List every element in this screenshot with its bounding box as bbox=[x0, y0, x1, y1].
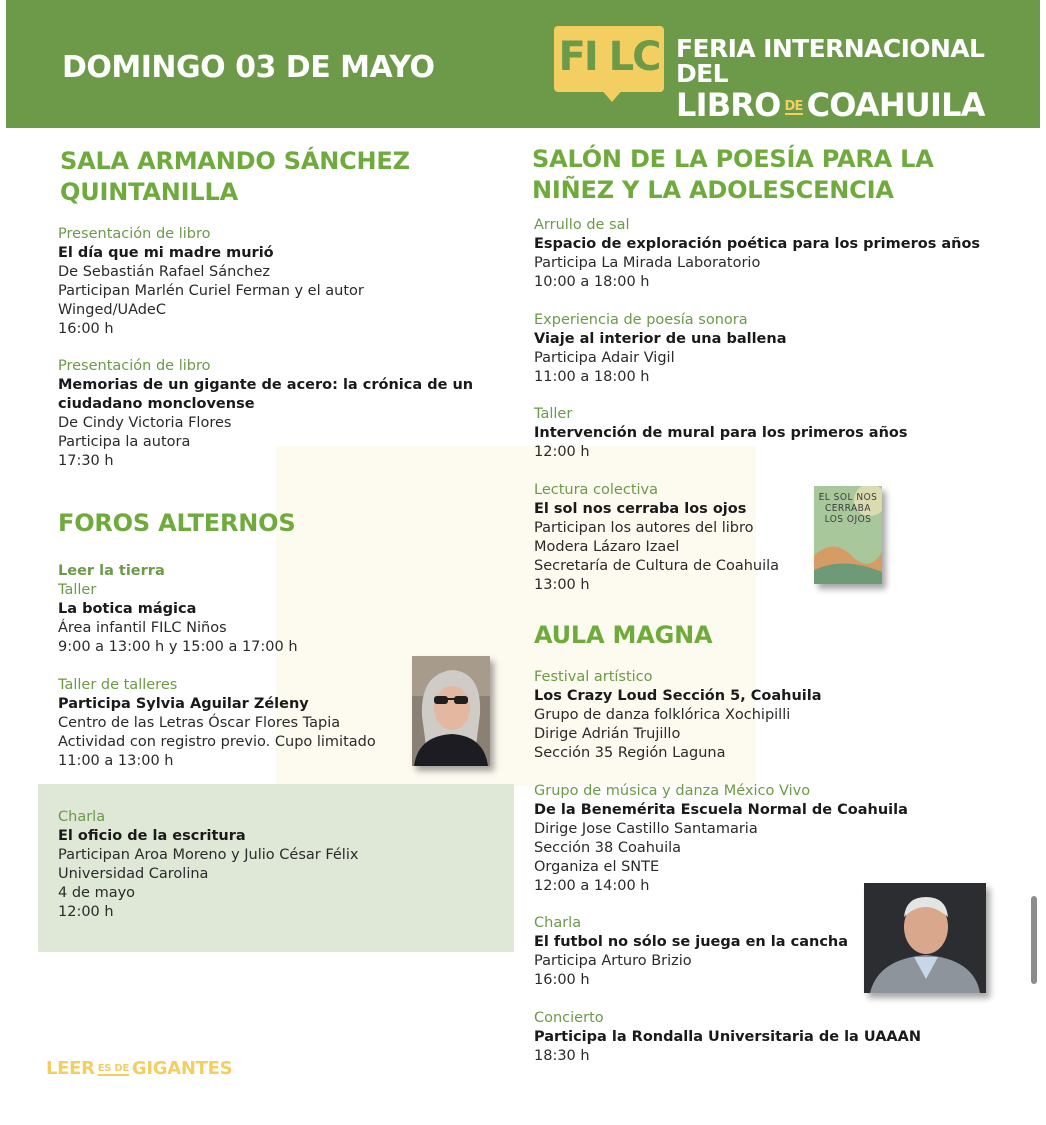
event-category: Charla bbox=[534, 915, 582, 931]
event-category: Festival artístico bbox=[534, 669, 653, 685]
event-line: Participa Arturo Brizio bbox=[534, 953, 692, 969]
event-line: Winged/UAdeC bbox=[58, 302, 166, 318]
header-banner bbox=[6, 0, 1040, 128]
scrollbar-thumb[interactable] bbox=[1031, 896, 1037, 984]
footer-word: LEER bbox=[46, 1058, 95, 1079]
event-line: Sección 35 Región Laguna bbox=[534, 745, 726, 761]
event-line: Participan Aroa Moreno y Julio César Félix bbox=[58, 847, 359, 863]
event-time: 17:30 h bbox=[58, 453, 114, 469]
event-block bbox=[58, 562, 298, 657]
event-group: Leer la tierra bbox=[58, 563, 165, 579]
footer-word: GIGANTES bbox=[131, 1058, 233, 1079]
event-title: La botica mágica bbox=[58, 601, 197, 617]
event-category: Charla bbox=[58, 809, 106, 825]
event-time: 11:00 a 18:00 h bbox=[534, 369, 650, 385]
event-block bbox=[534, 668, 822, 763]
event-title: ciudadano monclovense bbox=[58, 396, 255, 412]
event-line: Participa Adair Vigil bbox=[534, 350, 675, 366]
filc-logo-text: FI LC bbox=[558, 34, 660, 80]
fair-title-libro: LIBRO bbox=[676, 86, 781, 124]
event-line: Centro de las Letras Óscar Flores Tapia bbox=[58, 715, 341, 731]
event-block bbox=[534, 216, 980, 292]
event-title: El sol nos cerraba los ojos bbox=[534, 501, 747, 517]
event-time: 16:00 h bbox=[534, 972, 590, 988]
book-cover-line: EL SOL NOS bbox=[818, 492, 878, 503]
event-title: El oficio de la escritura bbox=[58, 828, 246, 844]
speaker-photo-sylvia bbox=[412, 656, 490, 766]
event-time: 13:00 h bbox=[534, 577, 590, 593]
fair-title-line2 bbox=[676, 86, 1040, 124]
section-title-line: SALÓN DE LA POESÍA PARA LA bbox=[532, 145, 934, 173]
event-block bbox=[58, 676, 376, 771]
event-block bbox=[58, 808, 358, 922]
event-time: 18:30 h bbox=[534, 1048, 590, 1064]
event-time: 12:00 h bbox=[58, 904, 114, 920]
leer-es-de-gigantes-logo bbox=[46, 1058, 232, 1079]
event-line: Participa La Mirada Laboratorio bbox=[534, 255, 761, 271]
event-line: Participan Marlén Curiel Ferman y el autor bbox=[58, 283, 364, 299]
footer-esde: ES DE bbox=[97, 1062, 129, 1074]
portrait-illustration bbox=[864, 883, 986, 993]
event-date: DOMINGO 03 DE MAYO bbox=[62, 50, 435, 85]
event-line: Participan los autores del libro bbox=[534, 520, 754, 536]
event-title: Participa Sylvia Aguilar Zéleny bbox=[58, 696, 309, 712]
event-title: Espacio de exploración poética para los primeros años bbox=[534, 236, 981, 252]
event-time: 10:00 a 18:00 h bbox=[534, 274, 650, 290]
event-category: Lectura colectiva bbox=[534, 482, 658, 498]
event-category: Taller bbox=[58, 582, 97, 598]
event-line: Dirige Adrián Trujillo bbox=[534, 726, 681, 742]
event-block bbox=[58, 225, 364, 339]
event-line: De Sebastián Rafael Sánchez bbox=[58, 264, 271, 280]
event-category: Concierto bbox=[534, 1010, 604, 1026]
event-title: Participa la Rondalla Universitaria de la UAAAN bbox=[534, 1029, 922, 1045]
event-category: Presentación de libro bbox=[58, 226, 211, 242]
event-title: Viaje al interior de una ballena bbox=[534, 331, 787, 347]
event-block bbox=[534, 914, 848, 990]
book-cover-line: LOS OJOS bbox=[824, 514, 872, 525]
event-block bbox=[534, 405, 907, 462]
event-time: 16:00 h bbox=[58, 321, 114, 337]
event-line: Universidad Carolina bbox=[58, 866, 209, 882]
event-title: El día que mi madre murió bbox=[58, 245, 274, 261]
event-line: Participa la autora bbox=[58, 434, 191, 450]
event-date: 4 de mayo bbox=[58, 885, 136, 901]
speaker-photo-arturo bbox=[864, 883, 986, 993]
event-line: Secretaría de Cultura de Coahuila bbox=[534, 558, 780, 574]
event-line: Organiza el SNTE bbox=[534, 859, 660, 875]
event-time: 9:00 a 13:00 h y 15:00 a 17:00 h bbox=[58, 639, 298, 655]
event-line: De Cindy Victoria Flores bbox=[58, 415, 232, 431]
event-category: Arrullo de sal bbox=[534, 217, 630, 233]
event-line: Área infantil FILC Niños bbox=[58, 620, 227, 636]
event-title: De la Benemérita Escuela Normal de Coahuila bbox=[534, 802, 908, 818]
fair-title-coahuila: COAHUILA bbox=[806, 86, 985, 124]
event-category: Grupo de música y danza México Vivo bbox=[534, 783, 811, 799]
filc-logo bbox=[554, 26, 664, 92]
event-title: El futbol no sólo se juega en la cancha bbox=[534, 934, 849, 950]
event-time: 11:00 a 13:00 h bbox=[58, 753, 174, 769]
book-cover-el-sol bbox=[814, 486, 882, 584]
event-category: Taller de talleres bbox=[58, 677, 178, 693]
fair-title-line1: FERIA INTERNACIONAL DEL bbox=[676, 34, 985, 88]
event-line: Sección 38 Coahuila bbox=[534, 840, 682, 856]
event-category: Presentación de libro bbox=[58, 358, 211, 374]
section-title-line: NIÑEZ Y LA ADOLESCENCIA bbox=[532, 176, 894, 204]
book-cover-line: CERRABA bbox=[824, 503, 872, 514]
portrait-illustration bbox=[412, 656, 490, 766]
event-block bbox=[534, 481, 779, 595]
event-block bbox=[58, 357, 473, 471]
event-title: Intervención de mural para los primeros años bbox=[534, 425, 908, 441]
event-title: Memorias de un gigante de acero: la crónica de un bbox=[58, 377, 474, 393]
section-foros-title: FOROS ALTERNOS bbox=[58, 509, 296, 537]
book-cover-title bbox=[818, 492, 878, 525]
event-block bbox=[534, 782, 908, 896]
event-line: Dirige Jose Castillo Santamaria bbox=[534, 821, 758, 837]
section-title-line: SALA ARMANDO SÁNCHEZ bbox=[60, 147, 410, 175]
event-line: Modera Lázaro Izael bbox=[534, 539, 680, 555]
event-line: Actividad con registro previo. Cupo limitado bbox=[58, 734, 376, 750]
event-time: 12:00 a 14:00 h bbox=[534, 878, 650, 894]
event-time: 12:00 h bbox=[534, 444, 590, 460]
section-aula-title: AULA MAGNA bbox=[534, 621, 713, 649]
section-sala-title bbox=[60, 146, 410, 208]
event-line: Grupo de danza folklórica Xochipilli bbox=[534, 707, 791, 723]
fair-title-de: DE bbox=[784, 98, 803, 114]
fair-title bbox=[676, 34, 1040, 124]
event-block bbox=[534, 311, 787, 387]
section-title-line: QUINTANILLA bbox=[60, 178, 238, 206]
event-block bbox=[534, 1009, 921, 1066]
event-category: Experiencia de poesía sonora bbox=[534, 312, 748, 328]
event-category: Taller bbox=[534, 406, 573, 422]
section-salon-title bbox=[532, 144, 934, 206]
logo-tail bbox=[600, 88, 624, 102]
event-title: Los Crazy Loud Sección 5, Coahuila bbox=[534, 688, 822, 704]
